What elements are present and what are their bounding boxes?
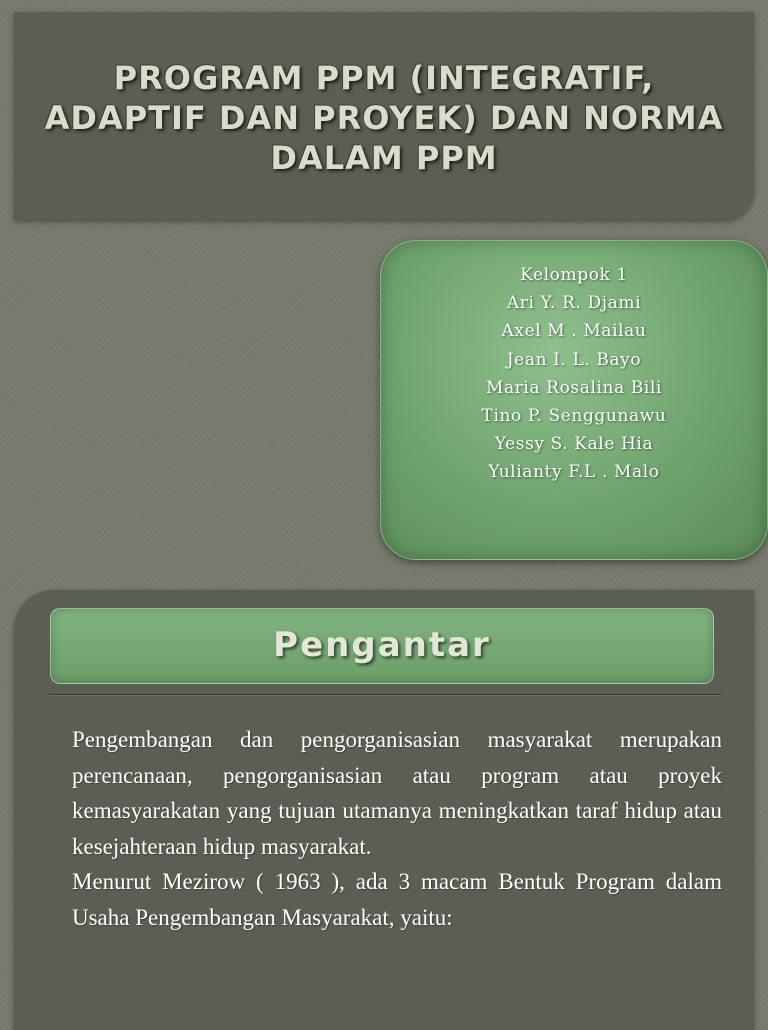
slide-title: PROGRAM PPM (INTEGRATIF, ADAPTIF DAN PROYEK) DAN NORMA DALAM PPM [44,59,724,177]
intro-heading: Pengantar [273,625,491,665]
intro-heading-banner [50,608,714,684]
member-name: Maria Rosalina Bili [485,377,663,398]
intro-body-text [72,722,722,935]
title-slide [14,12,754,220]
members-list [381,261,767,487]
group-members-card [380,240,768,560]
member-name: Jean I. L. Bayo [506,349,642,370]
member-name: Tino P. Senggunawu [481,406,667,427]
member-name: Yessy S. Kale Hia [494,434,654,455]
member-name: Ari Y. R. Djami [506,293,642,314]
intro-paragraph-2: Menurut Mezirow ( 1963 ), ada 3 macam Bentuk Program dalam Usaha Pengembangan Masyarakat, yaitu: [72,869,722,930]
divider-line [50,694,722,695]
member-name: Axel M . Mailau [501,321,647,342]
intro-paragraph-1: Pengembangan dan pengorganisasian masyarakat merupakan perencanaan, pengorganisasian atau program atau proyek kemasyarakatan yang tujuan utamanya meningkatkan taraf hidup atau kesejahteraan hidup masyarakat. [72,727,722,859]
intro-slide [14,590,754,1030]
member-name: Yulianty F.L . Malo [488,462,660,483]
group-name: Kelompok 1 [520,265,628,285]
